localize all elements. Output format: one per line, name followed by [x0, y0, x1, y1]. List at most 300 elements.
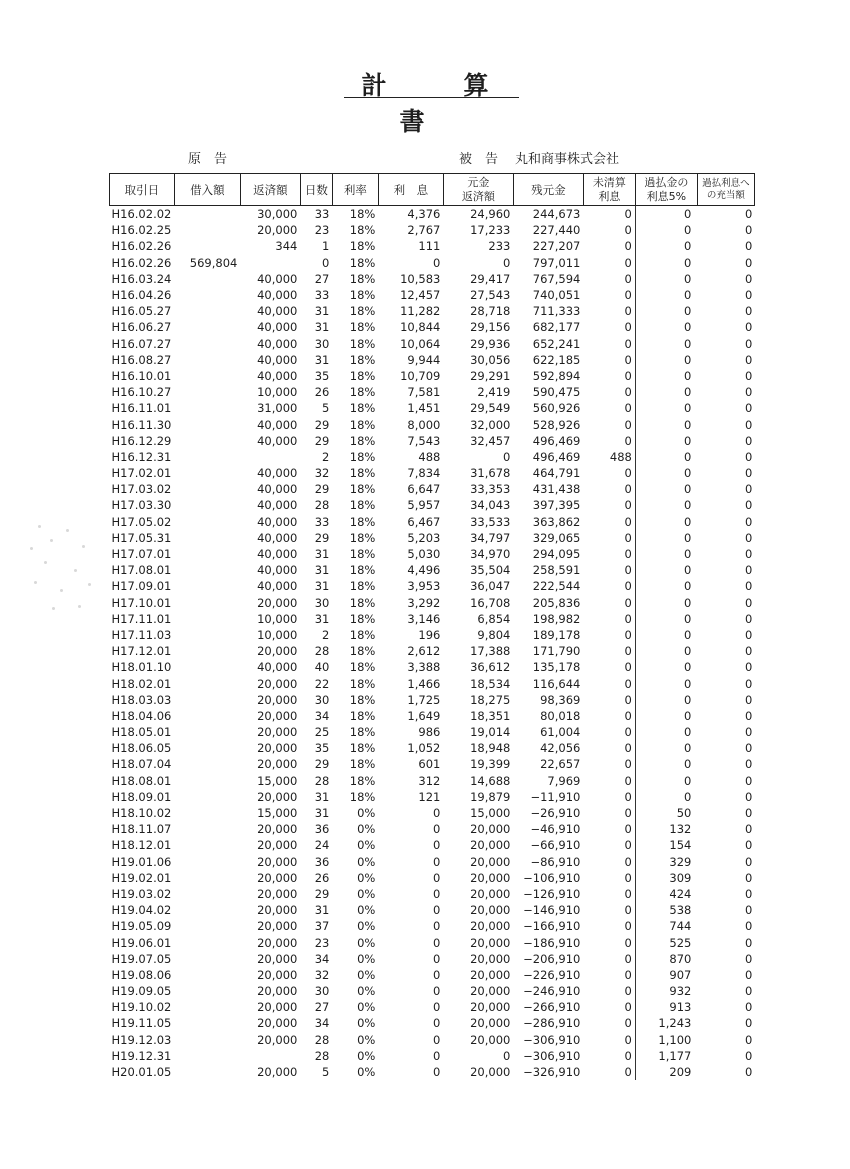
table-cell: 18,275 [470, 692, 511, 707]
table-row [110, 837, 755, 853]
table-cell: 0 [433, 967, 441, 982]
table-cell: 0 [745, 692, 753, 707]
table-cell [174, 416, 240, 432]
table-cell: 20,000 [470, 984, 511, 999]
table-cell: H16.04.26 [111, 288, 172, 303]
table-cell: H16.11.01 [111, 401, 172, 416]
table-cell: 0% [357, 838, 376, 853]
table-cell: 0 [745, 239, 753, 254]
table-cell: 0 [745, 336, 753, 351]
header-interest-rate [332, 174, 378, 206]
table-cell: H16.02.25 [111, 223, 172, 238]
table-cell: −46,910 [530, 822, 581, 837]
table-cell [174, 1015, 240, 1031]
table-cell: 6,467 [407, 514, 441, 529]
table-cell: 40,000 [257, 288, 298, 303]
document-title: 計 算 書 [361, 71, 566, 136]
table-cell: 18% [349, 385, 376, 400]
table-cell [174, 222, 240, 238]
table-cell: 20,000 [257, 1000, 298, 1015]
table-cell: 0 [745, 757, 753, 772]
table-cell: 0 [745, 514, 753, 529]
table-cell: 1 [322, 239, 330, 254]
header-borrowed-amount [174, 174, 240, 206]
table-cell: 33,533 [470, 514, 511, 529]
table-cell: 40,000 [257, 466, 298, 481]
table-cell: 0 [583, 546, 635, 562]
table-cell: 121 [418, 789, 441, 804]
table-cell: 20,000 [257, 984, 298, 999]
table-cell: 20,000 [257, 919, 298, 934]
table-cell: 0 [583, 708, 635, 724]
table-cell: 0 [684, 660, 692, 675]
table-cell: H16.10.27 [111, 385, 172, 400]
table-cell: 31 [314, 563, 330, 578]
table-cell: 20,000 [257, 676, 298, 691]
table-cell: 29 [314, 886, 330, 901]
table-cell: 711,333 [532, 304, 581, 319]
table-cell: 560,926 [532, 401, 581, 416]
table-cell: −206,910 [523, 951, 581, 966]
table-cell: 20,000 [257, 725, 298, 740]
table-cell: 18% [349, 336, 376, 351]
table-cell: 0 [745, 1000, 753, 1015]
header-text: 元金 返済額 [461, 175, 495, 203]
table-cell: 592,894 [532, 368, 581, 383]
table-cell: 622,185 [532, 352, 581, 367]
table-row [110, 319, 755, 335]
table-cell: 18% [349, 692, 376, 707]
table-cell: 0 [583, 870, 635, 886]
table-cell: H18.10.02 [111, 806, 172, 821]
table-cell: 0% [357, 1048, 376, 1063]
table-row [110, 740, 755, 756]
table-cell [174, 481, 240, 497]
table-cell: H16.06.27 [111, 320, 172, 335]
table-cell: 40 [314, 660, 330, 675]
table-cell: 30 [314, 595, 330, 610]
table-cell: 7,581 [407, 385, 441, 400]
table-cell: 0 [684, 595, 692, 610]
table-cell: 1,725 [407, 692, 441, 707]
table-cell: 196 [418, 627, 441, 642]
table-cell: 3,388 [407, 660, 441, 675]
table-cell: 0 [745, 563, 753, 578]
table-cell: 0 [745, 854, 753, 869]
table-cell: 0 [583, 659, 635, 675]
table-cell: 1,649 [407, 708, 441, 723]
table-cell: −126,910 [523, 886, 581, 901]
table-cell: 744 [669, 919, 692, 934]
table-cell: 0 [684, 352, 692, 367]
table-cell: 0 [583, 821, 635, 837]
table-cell: 15,000 [257, 773, 298, 788]
table-row [110, 805, 755, 821]
table-cell: 986 [418, 725, 441, 740]
table-row [110, 238, 755, 254]
table-row [110, 870, 755, 886]
table-cell: 7,834 [407, 466, 441, 481]
table-cell: 0 [684, 288, 692, 303]
table-row [110, 627, 755, 643]
table-cell: −146,910 [523, 903, 581, 918]
table-cell: −306,910 [523, 1048, 581, 1063]
table-cell: H19.12.03 [111, 1032, 172, 1047]
header-text: 利率 [343, 182, 367, 197]
table-cell: 29,936 [470, 336, 511, 351]
table-cell: 98,369 [540, 692, 581, 707]
table-cell: 20,000 [257, 692, 298, 707]
table-cell: 0% [357, 935, 376, 950]
table-cell: 222,544 [532, 579, 581, 594]
table-cell: 0 [745, 207, 753, 222]
table-row [110, 886, 755, 902]
table-cell: 18% [349, 757, 376, 772]
table-cell: 80,018 [540, 708, 581, 723]
table-cell: 227,440 [532, 223, 581, 238]
table-cell: 4,496 [407, 563, 441, 578]
table-cell: H19.06.01 [111, 935, 172, 950]
table-cell: 0 [583, 595, 635, 611]
table-cell: 0 [745, 919, 753, 934]
table-cell [174, 773, 240, 789]
table-cell: 682,177 [532, 320, 581, 335]
table-cell: 0 [745, 482, 753, 497]
table-cell: 0 [684, 304, 692, 319]
table-cell: 20,000 [470, 854, 511, 869]
table-cell: 9,804 [477, 627, 511, 642]
table-cell: H16.03.24 [111, 271, 172, 286]
table-cell: 0 [583, 675, 635, 691]
table-cell: 11,282 [400, 304, 441, 319]
table-cell: 0 [583, 773, 635, 789]
table-cell: 29 [314, 417, 330, 432]
table-cell: 0 [745, 288, 753, 303]
table-cell: 0 [745, 822, 753, 837]
table-cell: H19.09.05 [111, 984, 172, 999]
table-cell: H19.12.31 [111, 1048, 172, 1063]
table-cell: 34 [314, 951, 330, 966]
table-cell: H16.12.31 [111, 449, 172, 464]
table-cell: 18% [349, 466, 376, 481]
table-cell: 0 [745, 708, 753, 723]
table-cell [174, 837, 240, 853]
table-cell [174, 514, 240, 530]
table-cell: 20,000 [257, 935, 298, 950]
table-row [110, 465, 755, 481]
table-cell: 20,000 [470, 886, 511, 901]
table-cell: 20,000 [257, 1016, 298, 1031]
table-row [110, 546, 755, 562]
table-cell: 0 [684, 336, 692, 351]
table-cell: 61,004 [540, 725, 581, 740]
table-cell: 36,047 [470, 579, 511, 594]
table-cell [174, 951, 240, 967]
table-cell: 0 [684, 433, 692, 448]
table-row [110, 481, 755, 497]
table-row [110, 595, 755, 611]
table-cell: 3,146 [407, 611, 441, 626]
table-cell: 0 [433, 870, 441, 885]
table-cell: 0 [583, 886, 635, 902]
table-cell: 0 [684, 449, 692, 464]
table-cell: 20,000 [470, 870, 511, 885]
table-cell: H17.12.01 [111, 644, 172, 659]
table-cell: 26 [314, 385, 330, 400]
table-cell [174, 1048, 240, 1064]
table-cell: 0 [433, 1065, 441, 1080]
table-cell: 0 [684, 482, 692, 497]
table-cell: 0 [745, 1048, 753, 1063]
table-cell: 0 [583, 303, 635, 319]
table-cell: 2 [322, 627, 330, 642]
table-cell: 32 [314, 466, 330, 481]
table-cell: 27,543 [470, 288, 511, 303]
table-cell: 0 [684, 239, 692, 254]
table-cell: 0 [433, 255, 441, 270]
table-cell [240, 255, 300, 271]
header-text: 未清算 利息 [592, 175, 626, 203]
table-cell: 0 [433, 838, 441, 853]
table-row [110, 352, 755, 368]
table-row [110, 400, 755, 416]
table-cell: 5 [322, 1065, 330, 1080]
table-cell: 0 [583, 222, 635, 238]
table-cell: −266,910 [523, 1000, 581, 1015]
table-cell: 0 [433, 984, 441, 999]
table-cell: −286,910 [523, 1016, 581, 1031]
table-cell: 0 [684, 514, 692, 529]
table-cell: 20,000 [257, 854, 298, 869]
table-cell: 3,292 [407, 595, 441, 610]
table-cell: 0 [745, 1065, 753, 1080]
table-cell: 34,970 [470, 547, 511, 562]
table-cell: 0 [745, 951, 753, 966]
table-cell: 0 [745, 741, 753, 756]
table-cell: 0 [433, 1016, 441, 1031]
table-cell: 227,207 [532, 239, 581, 254]
table-cell: 0 [583, 287, 635, 303]
table-cell: 30,000 [257, 207, 298, 222]
table-cell: 0% [357, 870, 376, 885]
table-row [110, 514, 755, 530]
table-cell: 10,000 [257, 611, 298, 626]
table-cell: 34 [314, 708, 330, 723]
table-cell: 18% [349, 708, 376, 723]
table-row [110, 222, 755, 238]
table-cell: 0 [583, 271, 635, 287]
table-cell: H18.08.01 [111, 773, 172, 788]
table-cell: 0 [583, 951, 635, 967]
table-row [110, 773, 755, 789]
table-cell: 740,051 [532, 288, 581, 303]
table-cell: 19,879 [470, 789, 511, 804]
table-cell: 40,000 [257, 352, 298, 367]
table-cell: H16.07.27 [111, 336, 172, 351]
table-cell: 0 [684, 255, 692, 270]
table-cell: 1,466 [407, 676, 441, 691]
table-cell: H17.02.01 [111, 466, 172, 481]
table-cell: 363,862 [532, 514, 581, 529]
table-cell: H17.03.02 [111, 482, 172, 497]
table-cell: 33 [314, 514, 330, 529]
table-cell: 0% [357, 886, 376, 901]
table-cell: 309 [669, 870, 692, 885]
table-cell: 0 [583, 611, 635, 627]
table-cell: 2,419 [477, 385, 511, 400]
table-cell: −306,910 [523, 1032, 581, 1047]
table-cell: −86,910 [530, 854, 581, 869]
table-cell: 0 [583, 999, 635, 1015]
table-cell: 767,594 [532, 271, 581, 286]
table-cell: H18.07.04 [111, 757, 172, 772]
table-cell: 32,457 [470, 433, 511, 448]
table-cell: 0 [433, 854, 441, 869]
table-cell: 34,797 [470, 530, 511, 545]
table-cell: H16.02.02 [111, 207, 172, 222]
table-cell: 20,000 [257, 870, 298, 885]
table-cell: 0 [745, 773, 753, 788]
table-cell: 0 [745, 579, 753, 594]
table-cell: 30,056 [470, 352, 511, 367]
table-cell: 0 [745, 870, 753, 885]
table-cell [174, 336, 240, 352]
table-cell [174, 578, 240, 594]
header-text: 残元金 [531, 182, 566, 197]
table-cell: 18% [349, 644, 376, 659]
table-cell: 29 [314, 530, 330, 545]
table-cell: 0 [433, 935, 441, 950]
table-row [110, 449, 755, 465]
table-cell: 18% [349, 660, 376, 675]
table-cell [174, 918, 240, 934]
table-cell: 31 [314, 352, 330, 367]
table-cell: 18% [349, 530, 376, 545]
table-row [110, 1048, 755, 1064]
table-cell: H20.01.05 [111, 1065, 172, 1080]
table-cell: H18.03.03 [111, 692, 172, 707]
table-cell: 0 [684, 611, 692, 626]
table-cell: 20,000 [470, 822, 511, 837]
table-cell: 37 [314, 919, 330, 934]
table-row [110, 497, 755, 513]
plaintiff-label: 原 告 [188, 152, 228, 167]
table-row [110, 951, 755, 967]
table-cell: 28 [314, 1032, 330, 1047]
table-cell: 33,353 [470, 482, 511, 497]
table-cell: 18% [349, 401, 376, 416]
table-cell: 0 [583, 238, 635, 254]
table-cell: 652,241 [532, 336, 581, 351]
table-cell: H19.03.02 [111, 886, 172, 901]
table-cell: 18,948 [470, 741, 511, 756]
table-cell: 464,791 [532, 466, 581, 481]
table-cell: 5 [322, 401, 330, 416]
table-cell: 40,000 [257, 579, 298, 594]
table-cell: 12,457 [400, 288, 441, 303]
table-cell [174, 449, 240, 465]
table-row [110, 611, 755, 627]
table-cell: 0 [583, 692, 635, 708]
table-cell: H18.06.05 [111, 741, 172, 756]
table-cell: 18% [349, 304, 376, 319]
table-cell: 7,543 [407, 433, 441, 448]
table-cell: 30 [314, 336, 330, 351]
table-cell: 907 [669, 967, 692, 982]
table-cell: 0 [684, 725, 692, 740]
table-row [110, 708, 755, 724]
table-row [110, 384, 755, 400]
table-cell: 0 [745, 886, 753, 901]
table-cell: H16.10.01 [111, 368, 172, 383]
table-cell [174, 433, 240, 449]
table-cell: 33 [314, 207, 330, 222]
table-cell: H19.08.06 [111, 967, 172, 982]
table-cell: −186,910 [523, 935, 581, 950]
table-cell: 0 [684, 789, 692, 804]
table-cell [174, 546, 240, 562]
table-cell: 28 [314, 1048, 330, 1063]
table-row [110, 675, 755, 691]
header-text: 利 息 [393, 182, 429, 197]
table-cell: H18.02.01 [111, 676, 172, 691]
table-cell [174, 643, 240, 659]
table-cell: 31,000 [257, 401, 298, 416]
table-cell: 0 [583, 789, 635, 805]
table-cell: 35 [314, 741, 330, 756]
table-cell: 14,688 [470, 773, 511, 788]
table-cell: 27 [314, 1000, 330, 1015]
table-row [110, 255, 755, 271]
table-cell [174, 902, 240, 918]
table-cell: 18% [349, 255, 376, 270]
table-cell: 0 [745, 352, 753, 367]
table-cell: 0 [684, 773, 692, 788]
table-cell: 20,000 [257, 1065, 298, 1080]
table-cell: 31 [314, 789, 330, 804]
table-cell: 0 [583, 384, 635, 400]
table-cell: 0 [322, 255, 330, 270]
header-unsettled-interest [583, 174, 635, 206]
table-row [110, 336, 755, 352]
table-cell: −246,910 [523, 984, 581, 999]
table-cell: 32,000 [470, 417, 511, 432]
table-cell: H17.03.30 [111, 498, 172, 513]
table-cell: 344 [275, 239, 298, 254]
table-cell: H19.04.02 [111, 903, 172, 918]
table-cell: 528,926 [532, 417, 581, 432]
table-cell: 0 [583, 805, 635, 821]
table-cell: 18% [349, 498, 376, 513]
table-cell: 40,000 [257, 271, 298, 286]
table-cell: 590,475 [532, 385, 581, 400]
table-cell [174, 999, 240, 1015]
table-cell: 10,709 [400, 368, 441, 383]
table-cell: 0 [583, 918, 635, 934]
table-cell: H18.04.06 [111, 708, 172, 723]
table-cell: 0 [433, 1000, 441, 1015]
table-cell: 797,011 [532, 255, 581, 270]
table-cell: 10,000 [257, 627, 298, 642]
table-cell: 0 [503, 1048, 511, 1063]
table-cell: 0% [357, 1016, 376, 1031]
table-cell: 0 [745, 1032, 753, 1047]
table-cell: 0% [357, 806, 376, 821]
table-cell: 26 [314, 870, 330, 885]
table-cell: 0 [583, 854, 635, 870]
table-cell: 2,767 [407, 223, 441, 238]
table-cell: 18% [349, 627, 376, 642]
